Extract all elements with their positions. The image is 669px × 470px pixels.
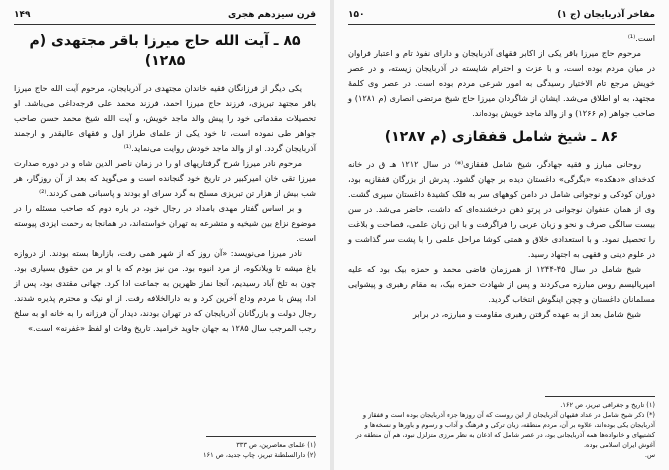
- right-running-title: مفاخر آذربایجان (ج ۱): [557, 10, 655, 20]
- left-section-heading: ۸۵ ـ آیت الله حاج میرزا باقر مجتهدی (م ۱۲۸۵): [29, 33, 301, 69]
- left-page-number: ۱۴۹: [14, 10, 31, 20]
- left-paragraph-1: یکی دیگر از فرزانگان فقیه خاندان مجتهدی در آذربایجان، مرحوم آیت الله حاج میرزا باقر مجتهد تبریزی، فرزند حاج میرزا احمد، فرزند محمد علی قرجه‌داغی می‌باشد. او تحصیلات مقدماتی خود را پیش والد ماجد خویش، و آیت الله شیخ محمد حسن صاحب جواهر طی نموده است، تا خود یکی از علمای طراز اول و فقهای عالیقدر و ارجمند آذربایجان گردد. او از والد ماجد خودش روایت می‌نماید.⁽¹⁾: [14, 83, 316, 153]
- right-footnote-2: (*) ذکر شیخ شامل در عداد فقیهان آذربایجان از این روست که آن روزها جزء آذربایجان بوده است و قفقاز و آذربایجان یکی بوده‌اند، علاوه بر آن، مردم منطقه، زبان ترکی و فرهنگ و آداب و رسوم و باورها و نسخه‌ها و کشتیهای و خانواده‌ها همه آذربایجانی بود، در عصر شامل که اذعان به نظر مرزی متزلزل نبود، هم آن منطقه در آغوش ایران اسلامی بوده.: [355, 411, 655, 449]
- right-top-fragment: است.⁽¹⁾: [627, 33, 655, 43]
- left-paragraph-2: مرحوم نادر میرزا شرح گرفتاریهای او را در زمان ناصر الدین شاه و در دوره صدارت میرزا تقی خان امیرکبیر در تاریخ خود گنجانده است و می‌گوید که بعد از آن روزگار، هر شب بیش از هزار تن تبریزی مسلح به گرد سرای او بودند و پاسبانی همی کردند.⁽²⁾: [14, 158, 316, 198]
- right-paragraph-1: روحانی مبارز و فقیه جهادگر، شیخ شامل قفقازی⁽*⁾ در سال ۱۲۱۲ هـ ق در خانه کدخدای «دهکده» «بگرگی» داغستان دیده بر جهان گشود. پدرش از بزرگان قفقازیه بود، دوران کودکی و نوجوانی شامل در دامن کوههای سر به فلک کشیدهٔ داغستان سپری گشت. وی از همان عنفوان نوجوانی در پرتو ذهن درخشنده‌ای که داشت، حاضر می‌شد. در سن بیست سالگی صرف و نحو و زبان عربی را فراگرفت و با این زبان علمی، فصاحت و بلاغت را تحصیل نمود. و با استعدادی خلاق و همتی کوشا مراحل علمی را با پشت سر گذاشت و در علوم دینی و فقهی به اجتهاد رسید.: [348, 159, 655, 259]
- right-running-head: [348, 8, 655, 22]
- left-running-title: قرن سیزدهم هجری: [227, 10, 316, 20]
- left-footnote-rule: [206, 436, 316, 437]
- right-section-heading: ۸۶ ـ شیخ شامل قفقازی (م ۱۲۸۷): [384, 129, 619, 145]
- right-page-number: ۱۵۰: [348, 10, 365, 20]
- right-footnote-3: س.: [644, 451, 655, 459]
- left-footnote-1: (۱) علمای معاصرین، ص ۳۳۳: [236, 441, 316, 449]
- left-header-rule: [14, 24, 316, 25]
- left-running-head: [14, 8, 316, 22]
- right-top-paragraph: مرحوم حاج میرزا باقر یکی از اکابر فقهای آذربایجان و دارای نفوذ تام و اعتبار فراوان در میان مردم بوده است، و با عزت و احترام شایسته در آذربایجان زیسته، و در عصر خویش مرجع تام الاختیار رسیدگی به امور شرعی مردم بوده است. در عصر وی کلمهٔ مجتهد، به او اطلاق می‌شد. ایشان از شاگردان میرزا حاج شیخ مرتضی انصاری (م ۱۲۸۱) و صاحب جواهر (م ۱۲۶۶) و از والد ماجد خویش بوده‌اند.: [348, 48, 655, 118]
- left-footnotes: [14, 436, 316, 460]
- left-page: [0, 0, 330, 470]
- right-footnotes: [348, 396, 655, 460]
- right-paragraph-3: شیخ شامل بعد از به عهده گرفتن رهبری مقاومت و مبارزه، در برابر: [412, 309, 641, 319]
- right-page: [334, 0, 669, 470]
- right-paragraph-2: شیخ شامل در سال ۴۵-۱۲۴۴ از همرزمان قاضی محمد و حمزه بیک بود که علیه امپریالیسم روس مبارزه می‌کردند و پس از شهادت حمزه بیک، به مقام رهبری و پیشوایی مسلمانان داغستان و چچن اینگوش انتخاب گردید.: [348, 264, 655, 304]
- right-header-rule: [348, 24, 655, 25]
- left-paragraph-3: و بر اساس گفتار مهدی بامداد در رجال خود، در باره دوم که صاحب مسئله را در موضوع نزاع بین شیخیه و متشرعه به تهران خواسته‌اند، در همانجا به رحمت ایزدی پیوسته است.: [14, 203, 316, 243]
- right-footnote-1: (۱) تاریخ و جغرافی تبریز، ص ۱۶۲.: [560, 401, 655, 409]
- left-footnote-2: (۲) دارالسلطنة تبریز، چاپ جدید، ص ۱۶۱: [203, 451, 316, 459]
- left-paragraph-4: نادر میرزا می‌نویسد: «آن روز که از شهر همی رفت، بازارها بسته بودند. از دروازه باغ میشه تا ویلانکوه، از مرد انبوه بود. من نیز بودم که با او بر من حقوق بسیاری بود. چون به تلخ آباد رسیدیم، آنجا نماز ظهرین به جماعت ادا کرد. جهانی مقتدی بود، پس از ادا، پیش با مردم وداع آخرین کرد و به دارالخلافه رفت. از او نیک و محترم پذیره شدند. رجال دولت و بازرگانان آذربایجان که در تهران بودند، دیدار آن فرزانه را به خانه او به سلخ رجب المرجب سال ۱۲۸۵ به جهان جاوید خرامید. تاریخ وفات او لفظ «غفرنه» است.»: [14, 248, 316, 333]
- right-footnote-rule: [545, 396, 655, 397]
